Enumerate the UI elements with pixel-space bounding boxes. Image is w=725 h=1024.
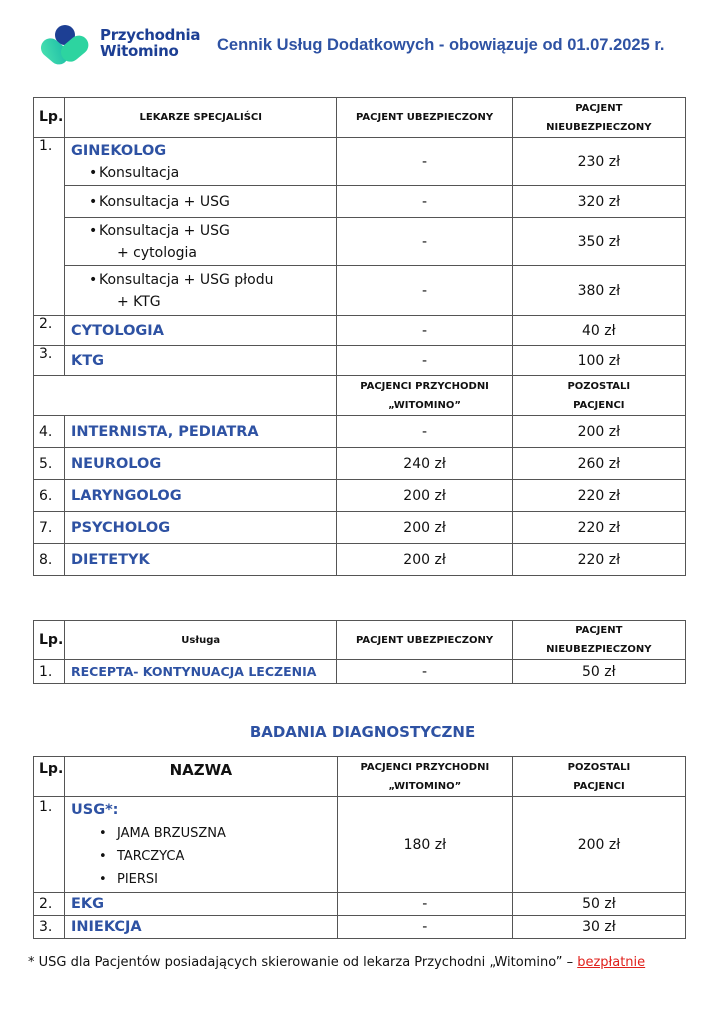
category-name: KTG <box>64 346 337 376</box>
table-header-row <box>34 757 686 797</box>
uninsured-price: 100 zł <box>512 346 685 376</box>
subheader-clinic-line2: „WITOMINO” <box>388 399 461 411</box>
category-name: NEUROLOG <box>64 448 337 480</box>
ginekolog-cell <box>64 138 337 186</box>
header-lp: Lp. <box>34 621 65 660</box>
bullet-icon: • <box>98 826 107 841</box>
uninsured-price: 320 zł <box>512 186 685 218</box>
category-name: GINEKOLOG <box>70 142 167 159</box>
list-item <box>71 162 337 184</box>
footnote-text: * USG dla Pacjentów posiadających skierowanie od lekarza Przychodni „Witomino” – <box>28 955 578 970</box>
category-name: USG*: <box>70 802 119 818</box>
list-item <box>71 191 337 213</box>
logo-text <box>100 27 200 59</box>
list-item <box>71 845 337 868</box>
page-header <box>38 22 698 72</box>
subheader-clinic <box>337 376 512 416</box>
uninsured-price: 350 zł <box>512 218 685 266</box>
exam-name: TARCZYCA <box>116 849 185 864</box>
category-name: INTERNISTA, PEDIATRA <box>64 416 337 448</box>
header-uninsured-line2: NIEUBEZPIECZONY <box>546 121 652 133</box>
row-lp: 8. <box>34 544 65 576</box>
table-row <box>34 660 686 684</box>
table-row <box>34 544 686 576</box>
uninsured-price: 50 zł <box>512 660 685 684</box>
insured-price: - <box>337 660 512 684</box>
table-row <box>34 266 686 316</box>
header-specialists: LEKARZE SPECJALIŚCI <box>64 98 337 138</box>
list-item <box>71 220 337 242</box>
subheader-clinic-line1: PACJENCI PRZYCHODNI <box>360 380 489 392</box>
header-name: NAZWA <box>64 757 337 797</box>
table-row <box>34 346 686 376</box>
clinic-price: 240 zł <box>337 448 512 480</box>
services-price-table <box>33 620 686 684</box>
header-others-line2: PACJENCI <box>573 780 625 792</box>
clinic-price: 200 zł <box>337 544 512 576</box>
clinic-price: 200 zł <box>337 480 512 512</box>
others-price: 200 zł <box>512 416 685 448</box>
row-lp: 2. <box>34 316 65 346</box>
list-item <box>71 868 337 891</box>
clinic-logo-icon <box>38 22 98 68</box>
header-clinic-line1: PACJENCI PRZYCHODNI <box>360 761 490 773</box>
exam-name: JAMA BRZUSZNA <box>116 826 226 841</box>
usg-cell <box>64 797 337 893</box>
header-uninsured <box>512 98 685 138</box>
others-price: 30 zł <box>512 916 685 939</box>
table-subheader-row <box>34 376 686 416</box>
clinic-price: 200 zł <box>337 512 512 544</box>
others-price: 260 zł <box>512 448 685 480</box>
bullet-icon: • <box>88 222 98 239</box>
others-price: 220 zł <box>512 480 685 512</box>
header-service: Usługa <box>64 621 336 660</box>
insured-price: - <box>337 346 512 376</box>
table-row <box>34 797 686 893</box>
header-clinic <box>337 757 512 797</box>
table-row <box>34 138 686 186</box>
row-lp: 1. <box>34 797 65 893</box>
row-lp: 6. <box>34 480 65 512</box>
header-uninsured-line1: PACJENT <box>575 102 623 114</box>
insured-price: - <box>337 186 512 218</box>
subheader-others <box>512 376 685 416</box>
table-row <box>34 916 686 939</box>
specialists-price-table <box>33 97 686 576</box>
insured-price: - <box>337 266 512 316</box>
others-price: 200 zł <box>512 797 685 893</box>
header-uninsured-line2: NIEUBEZPIECZONY <box>546 644 652 655</box>
exam-name: PIERSI <box>116 872 158 887</box>
header-uninsured-line1: PACJENT <box>575 625 623 636</box>
category-name: DIETETYK <box>64 544 337 576</box>
subheader-others-line2: PACJENCI <box>573 399 625 411</box>
empty-cell <box>34 376 337 416</box>
category-name: CYTOLOGIA <box>64 316 337 346</box>
table-row <box>34 893 686 916</box>
row-lp: 1. <box>34 660 65 684</box>
bullet-icon: • <box>98 872 107 887</box>
bullet-icon: • <box>88 164 98 181</box>
table-row <box>34 480 686 512</box>
clinic-price: - <box>337 893 512 916</box>
clinic-price: 180 zł <box>337 797 512 893</box>
uninsured-price: 380 zł <box>512 266 685 316</box>
bullet-icon: • <box>98 849 107 864</box>
subheader-others-line1: POZOSTALI <box>567 380 631 392</box>
others-price: 220 zł <box>512 512 685 544</box>
row-lp: 5. <box>34 448 65 480</box>
insured-price: - <box>337 138 512 186</box>
uninsured-price: 40 zł <box>512 316 685 346</box>
row-lp: 1. <box>34 138 65 316</box>
service-cell <box>64 218 337 266</box>
row-lp: 7. <box>34 512 65 544</box>
table-row <box>34 316 686 346</box>
header-insured: PACJENT UBEZPIECZONY <box>337 98 512 138</box>
table-header-row <box>34 98 686 138</box>
service-name: Konsultacja + USG <box>98 222 230 239</box>
table-row <box>34 416 686 448</box>
bullet-icon: • <box>88 193 98 210</box>
header-clinic-line2: „WITOMINO” <box>388 780 462 792</box>
service-name: Konsultacja <box>98 164 180 181</box>
insured-price: - <box>337 218 512 266</box>
header-lp: Lp. <box>34 757 65 797</box>
table-row <box>34 186 686 218</box>
service-name-cont: + KTG <box>116 293 161 310</box>
diagnostics-price-table <box>33 756 686 939</box>
section-title: BADANIA DIAGNOSTYCZNE <box>249 723 476 741</box>
service-name: RECEPTA- KONTYNUACJA LECZENIA <box>64 660 336 684</box>
header-insured: PACJENT UBEZPIECZONY <box>337 621 512 660</box>
service-name-cont: + cytologia <box>116 244 198 261</box>
insured-price: - <box>337 316 512 346</box>
uninsured-price: 230 zł <box>512 138 685 186</box>
header-lp: Lp. <box>34 98 65 138</box>
row-lp: 3. <box>34 916 65 939</box>
row-lp: 4. <box>34 416 65 448</box>
row-lp: 2. <box>34 893 65 916</box>
clinic-price: - <box>337 416 512 448</box>
others-price: 220 zł <box>512 544 685 576</box>
table-row <box>34 512 686 544</box>
table-row <box>34 448 686 480</box>
header-uninsured <box>512 621 685 660</box>
header-others-line1: POZOSTALI <box>567 761 631 773</box>
table-row <box>34 218 686 266</box>
logo-line-1: Przychodnia <box>100 26 201 44</box>
list-item <box>71 269 337 291</box>
others-price: 50 zł <box>512 893 685 916</box>
bullet-icon: • <box>88 271 98 288</box>
logo-line-2: Witomino <box>100 42 179 60</box>
service-cell <box>64 266 337 316</box>
list-item <box>71 822 337 845</box>
service-cell <box>64 186 337 218</box>
category-name: PSYCHOLOG <box>64 512 337 544</box>
category-name: INIEKCJA <box>64 916 337 939</box>
category-name: LARYNGOLOG <box>64 480 337 512</box>
clinic-price: - <box>337 916 512 939</box>
service-name: Konsultacja + USG <box>98 193 230 210</box>
footnote-free-highlight: bezpłatnie <box>577 955 646 970</box>
service-name: Konsultacja + USG płodu <box>98 271 274 288</box>
page-title: Cennik Usług Dodatkowych - obowiązuje od 01.07.2025 r. <box>217 36 665 54</box>
header-others <box>512 757 685 797</box>
category-name: EKG <box>64 893 337 916</box>
table-header-row <box>34 621 686 660</box>
footnote <box>28 955 645 970</box>
row-lp: 3. <box>34 346 65 376</box>
